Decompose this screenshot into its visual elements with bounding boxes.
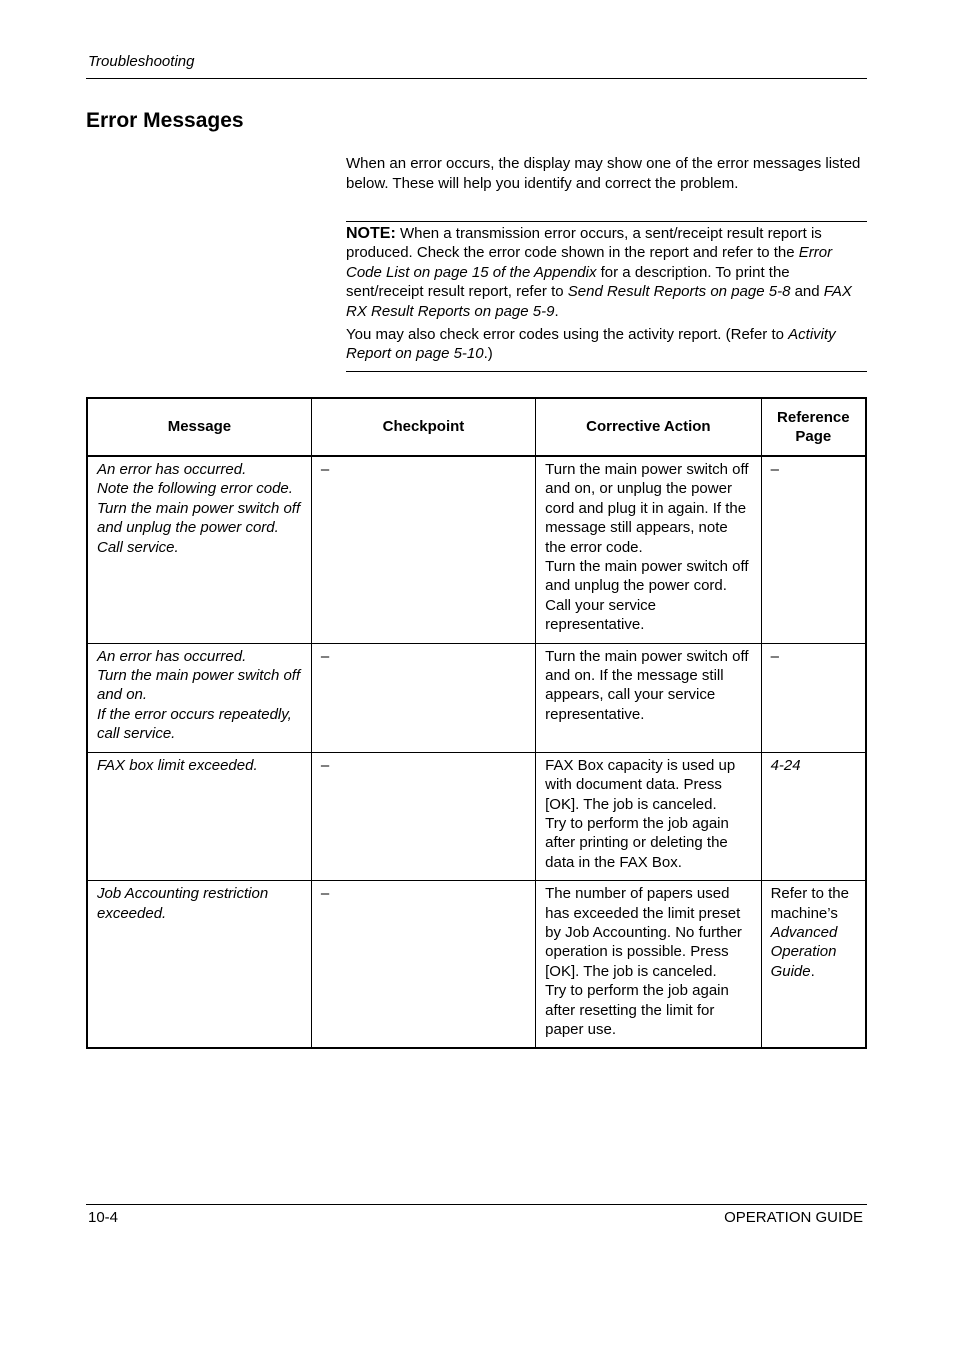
page-title: Error Messages [86,109,244,132]
table-row [87,643,866,752]
corrective-action-cell [536,643,761,752]
note-divider-top [346,221,867,222]
reference-text-end: . [810,962,815,980]
note-reference-error-code-list: Error Code List on page 15 of the Appendix [346,244,833,281]
message-cell [87,752,311,880]
intro-paragraph: When an error occurs, the display may show one of the error messages listed below. These will help you identify and correct the problem. [346,155,861,192]
action-line: Try to perform the job again after printing or deleting the data in the FAX Box. [545,814,729,871]
page-number: 10-4 [88,1209,119,1226]
column-header-reference-page: Reference Page [761,398,866,456]
note-label: NOTE: [346,225,396,242]
column-header-corrective-action: Corrective Action [536,398,761,456]
reference-page-cell: 4-24 [761,752,866,880]
message-line: Turn the main power switch off and unplug the power cord. Call service. [97,499,301,556]
reference-page-cell: – [761,643,866,752]
message-line: If the error occurs repeatedly, call service. [97,705,292,743]
message-line: Turn the main power switch off and on. [97,667,301,704]
table-row [87,881,866,1049]
reference-page-cell [761,881,866,1049]
table-row [87,456,866,643]
action-line: FAX Box capacity is used up with document data. Press [OK]. The job is canceled. [545,756,736,813]
message-line: An error has occurred. [97,647,247,665]
message-line: FAX box limit exceeded. [97,756,258,774]
note-text-b: for a description. To print the sent/receipt result report, refer to [346,263,790,301]
message-line: Note the following error code. [97,480,293,498]
corrective-action-cell [536,456,761,643]
column-header-message: Message [87,398,311,456]
note-divider-bottom [346,371,867,372]
reference-page-cell: – [761,456,866,643]
note-reference-activity-report: Activity Report on page 5-10 [346,326,836,363]
action-line: Try to perform the job again after resetting the limit for paper use. [545,982,729,1038]
header-divider [86,78,867,79]
action-line: The number of papers used has exceeded the limit preset by Job Accounting. No further operation is possible. Press [OK]. The job is canceled. [545,885,742,980]
corrective-action-cell [536,881,761,1049]
corrective-action-cell [536,752,761,880]
note-text-d: . [554,302,559,320]
guide-name: OPERATION GUIDE [724,1209,863,1226]
note-text-a: When a transmission error occurs, a sent/receipt result report is produced. Check the error code shown in the report and refer to the [346,225,822,262]
action-line: Turn the main power switch off and unplug the power cord. Call your service representative. [545,558,749,634]
note-text-c: and [790,283,824,301]
message-line: An error has occurred. [97,461,247,478]
note-reference-fax-rx-result: FAX RX Result Reports on page 5-9 [346,283,852,320]
footer-divider [86,1204,867,1205]
message-cell [87,456,311,643]
column-header-checkpoint: Checkpoint [311,398,535,456]
table-header-row [87,398,866,456]
reference-advanced-operation-guide: Advanced Operation Guide [770,923,838,980]
checkpoint-cell: – [311,456,535,643]
action-line: Turn the main power switch off and on, or unplug the power cord and plug it in again. If the message still appears, note the error code. [545,461,749,556]
checkpoint-cell: – [311,643,535,752]
message-cell [87,881,311,1049]
checkpoint-cell: – [311,881,535,1049]
action-line: Turn the main power switch off and on. If the message still appears, call your service representative. [545,647,749,723]
message-cell [87,643,311,752]
checkpoint-cell: – [311,752,535,880]
note-reference-send-result: Send Result Reports on page 5-8 [567,283,791,301]
note-text-e: You may also check error codes using the activity report. (Refer to [346,326,789,344]
message-line: Job Accounting restriction exceeded. [97,885,269,922]
running-header: Troubleshooting [88,53,195,70]
note-paragraph-1 [346,224,867,321]
table-row [87,752,866,880]
note-text-f: .) [483,345,493,363]
note-box [346,224,867,368]
note-paragraph-2 [346,325,867,364]
reference-text: Refer to the machine’s [770,885,849,922]
error-messages-table [86,397,867,1049]
